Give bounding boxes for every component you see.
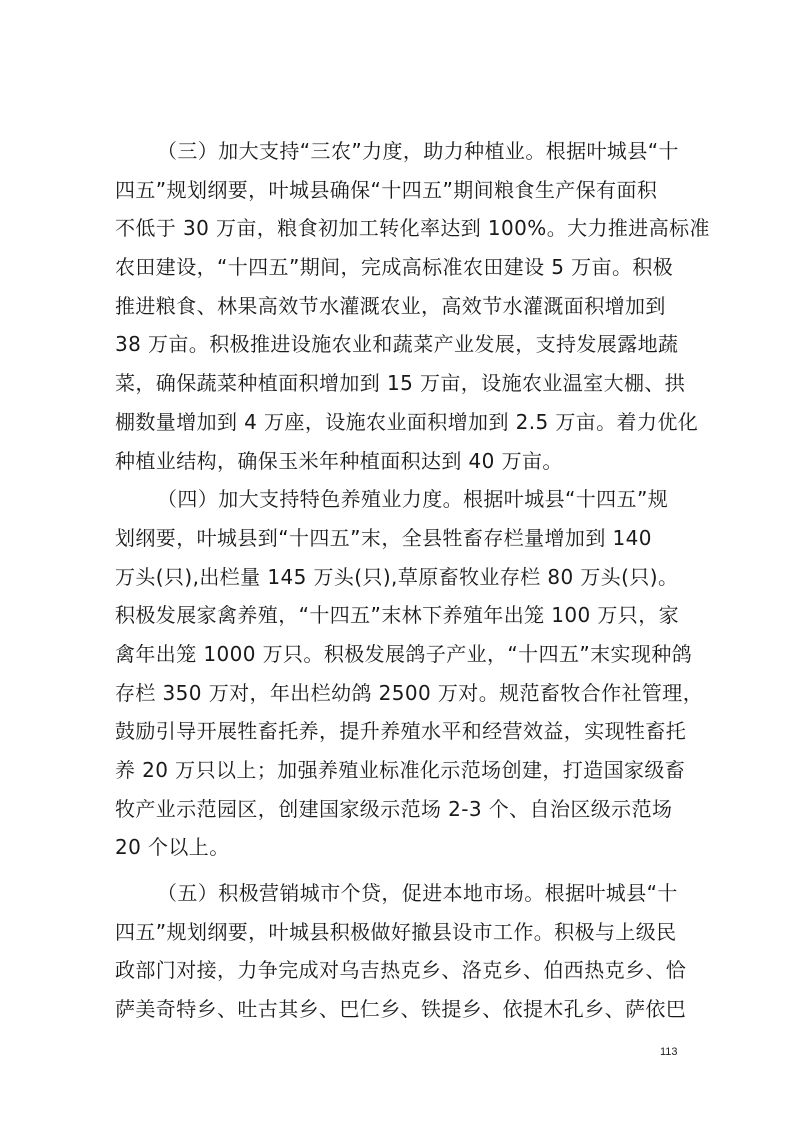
text-line: 鼓励引导开展牲畜托养，提升养殖水平和经营效益，实现牲畜托: [115, 719, 687, 744]
text-line: 不低于 30 万亩，粮食初加工转化率达到 100%。大力推进高标准: [115, 216, 710, 241]
text-line: 划纲要，叶城县到“十四五”末，全县牲畜存栏量增加到 140: [115, 525, 652, 550]
text-line: 四五”规划纲要，叶城县确保“十四五”期间粮食生产保有面积: [115, 177, 658, 202]
body-text: [115, 132, 710, 1029]
text-line: 积极发展家禽养殖，“十四五”末林下养殖年出笼 100 万只，家: [115, 603, 680, 628]
text-line: 萨美奇特乡、吐古其乡、巴仁乡、铁提乡、依提木孔乡、萨依巴: [115, 997, 687, 1022]
paragraph-agriculture: [115, 132, 710, 480]
text-line: （五）积极营销城市个贷，促进本地市场。根据叶城县“十: [157, 881, 678, 906]
text-line: 棚数量增加到 4 万座，设施农业面积增加到 2.5 万亩。着力优化: [115, 409, 699, 434]
text-line: 存栏 350 万对，年出栏幼鸽 2500 万对。规范畜牧合作社管理，: [115, 680, 704, 705]
text-line: 四五”规划纲要，叶城县积极做好撤县设市工作。积极与上级民: [115, 919, 677, 944]
text-line: 菜，确保蔬菜种植面积增加到 15 万亩，设施农业温室大棚、拱: [115, 371, 686, 396]
text-line: 推进粮食、林果高效节水灌溉农业，高效节水灌溉面积增加到: [115, 293, 666, 318]
text-line: 农田建设，“十四五”期间，完成高标准农田建设 5 万亩。积极: [115, 255, 674, 280]
paragraph-livestock: [115, 480, 704, 867]
text-line: （四）加大支持特色养殖业力度。根据叶城县“十四五”规: [157, 487, 669, 512]
page-number: 113: [660, 1046, 678, 1058]
text-line: （三）加大支持“三农”力度，助力种植业。根据叶城县“十: [157, 139, 679, 163]
text-line: 禽年出笼 1000 万只。积极发展鸽子产业，“十四五”末实现种鸽: [115, 641, 693, 666]
text-line: 38 万亩。积极推进设施农业和蔬菜产业发展，支持发展露地蔬: [115, 332, 679, 357]
paragraph-gap: [115, 867, 693, 874]
paragraph-city-market: [115, 874, 693, 1029]
text-line: 种植业结构，确保玉米年种植面积达到 40 万亩。: [115, 448, 563, 473]
text-line: 政部门对接，力争完成对乌吉热克乡、洛克乡、伯西热克乡、恰: [115, 958, 687, 983]
text-line: 20 个以上。: [115, 835, 230, 860]
text-line: 万头(只),出栏量 145 万头(只),草原畜牧业存栏 80 万头(只)。: [115, 564, 679, 589]
text-line: 养 20 万只以上；加强养殖业标准化示范场创建，打造国家级畜: [115, 758, 686, 782]
text-line: 牧产业示范园区，创建国家级示范场 2-3 个、自治区级示范场: [115, 796, 673, 821]
